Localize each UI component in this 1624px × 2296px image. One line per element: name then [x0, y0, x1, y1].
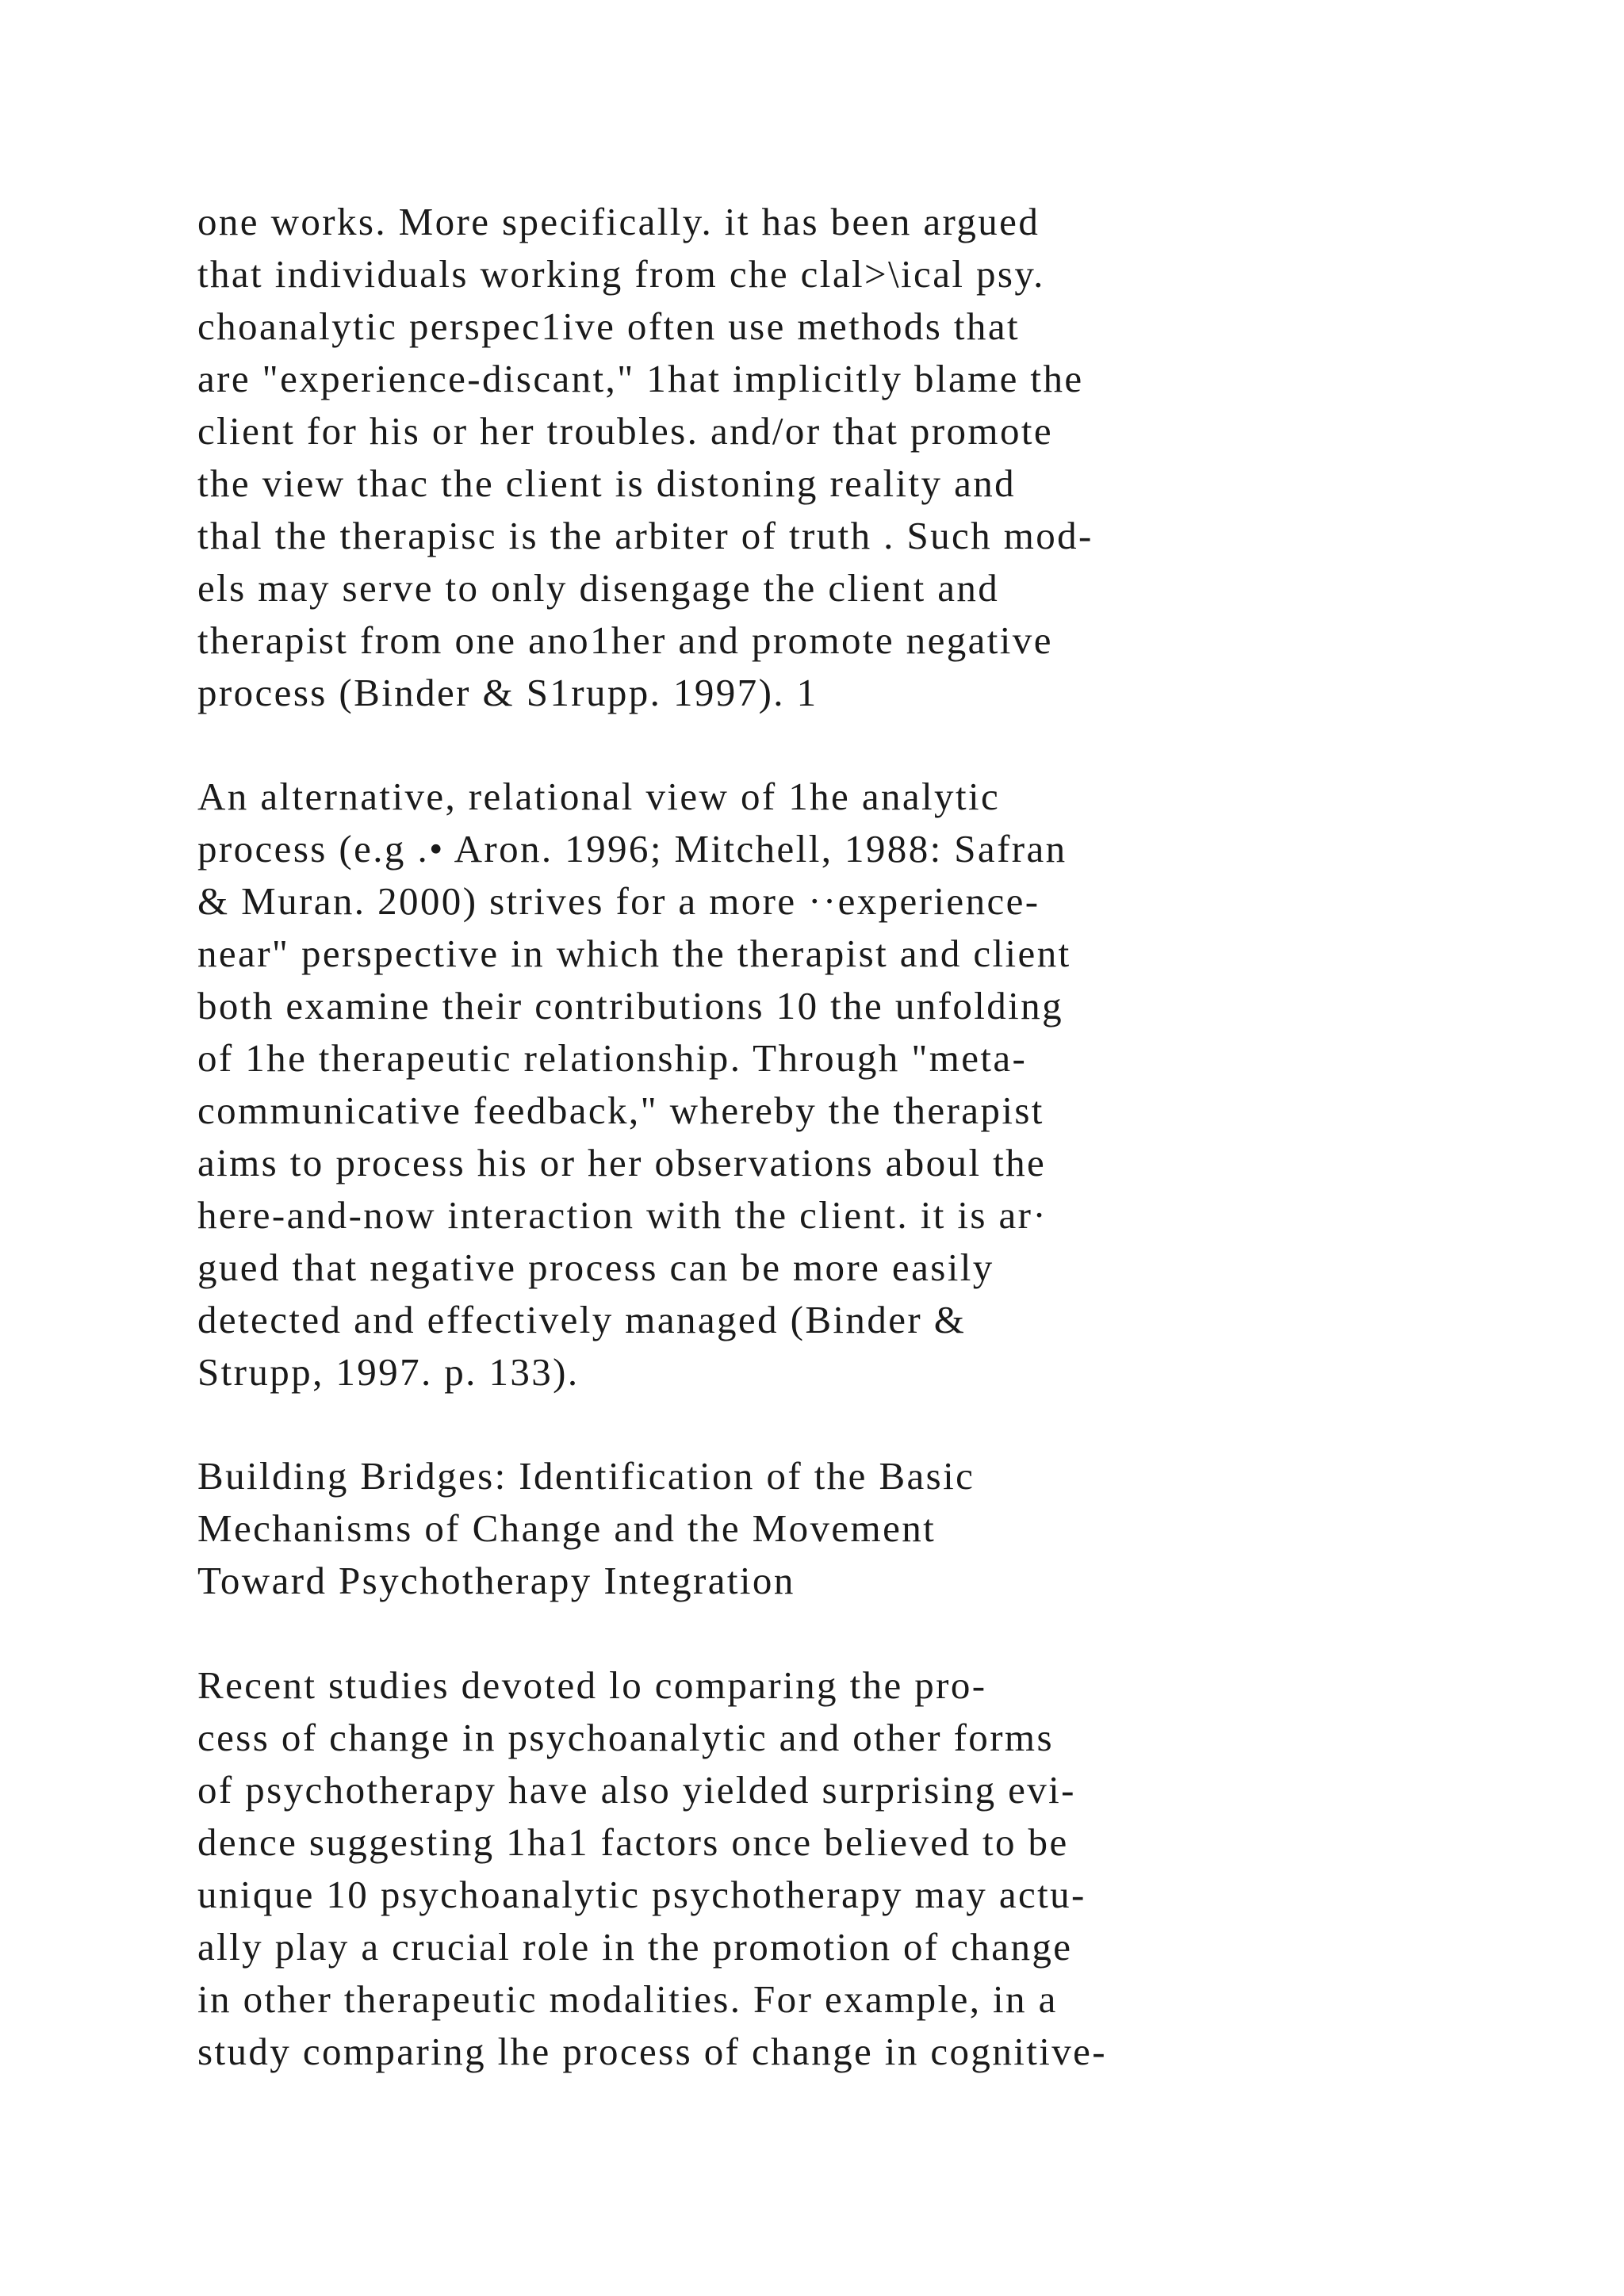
text-line: client for his or her troubles. and/or that promote [197, 409, 1054, 453]
text-line: process (e.g .• Aron. 1996; Mitchell, 1988: Safran [197, 827, 1067, 871]
text-line: thal the therapisc is the arbiter of truth . Such mod- [197, 514, 1094, 557]
text-line: Recent studies devoted lo comparing the pro- [197, 1663, 987, 1707]
text-line: study comparing lhe process of change in cognitive- [197, 2030, 1108, 2073]
text-line: one works. More specifically. it has been argued [197, 200, 1040, 243]
text-line: are "experience-discant," 1hat implicitly blame the [197, 357, 1084, 400]
text-line: here-and-now interaction with the client. it is ar· [197, 1193, 1048, 1237]
heading-line: Mechanisms of Change and the Movement [197, 1506, 936, 1550]
text-line: gued that negative process can be more easily [197, 1246, 994, 1289]
heading-line: Toward Psychotherapy Integration [197, 1559, 795, 1602]
text-line: els may serve to only disengage the client and [197, 566, 1000, 610]
paragraph-3 [197, 1659, 1593, 2078]
text-line: in other therapeutic modalities. For example, in a [197, 1977, 1058, 2021]
paragraph-2 [197, 771, 1593, 1399]
text-line: detected and effectively managed (Binder & [197, 1298, 967, 1341]
text-line: Strupp, 1997. p. 133). [197, 1350, 580, 1394]
text-line: near" perspective in which the therapist and client [197, 932, 1071, 975]
text-line: ally play a crucial role in the promotion of change [197, 1925, 1073, 1969]
text-line: therapist from one ano1her and promote negative [197, 618, 1053, 662]
text-line: dence suggesting 1ha1 factors once believed to be [197, 1820, 1069, 1864]
text-line: cess of change in psychoanalytic and other forms [197, 1716, 1054, 1759]
text-line: & Muran. 2000) strives for a more ··experience- [197, 879, 1040, 923]
text-line: An alternative, relational view of 1he analytic [197, 775, 1001, 818]
text-line: aims to process his or her observations aboul the [197, 1141, 1047, 1184]
text-line: the view thac the client is distoning reality and [197, 461, 1017, 505]
text-line: of 1he therapeutic relationship. Through "meta- [197, 1036, 1028, 1080]
section-heading [197, 1450, 1593, 1607]
text-line: choanalytic perspec1ive often use methods that [197, 304, 1020, 348]
paragraph-1 [197, 196, 1593, 719]
text-line: of psychotherapy have also yielded surprising evi- [197, 1768, 1076, 1812]
text-line: both examine their contributions 10 the unfolding [197, 984, 1063, 1027]
text-line: that individuals working from che clal>\ical psy. [197, 252, 1045, 296]
heading-line: Building Bridges: Identification of the Basic [197, 1454, 975, 1498]
text-line: unique 10 psychoanalytic psychotherapy may actu- [197, 1873, 1086, 1916]
text-line: communicative feedback," whereby the therapist [197, 1089, 1044, 1132]
text-line: process (Binder & S1rupp. 1997). 1 [197, 671, 818, 714]
